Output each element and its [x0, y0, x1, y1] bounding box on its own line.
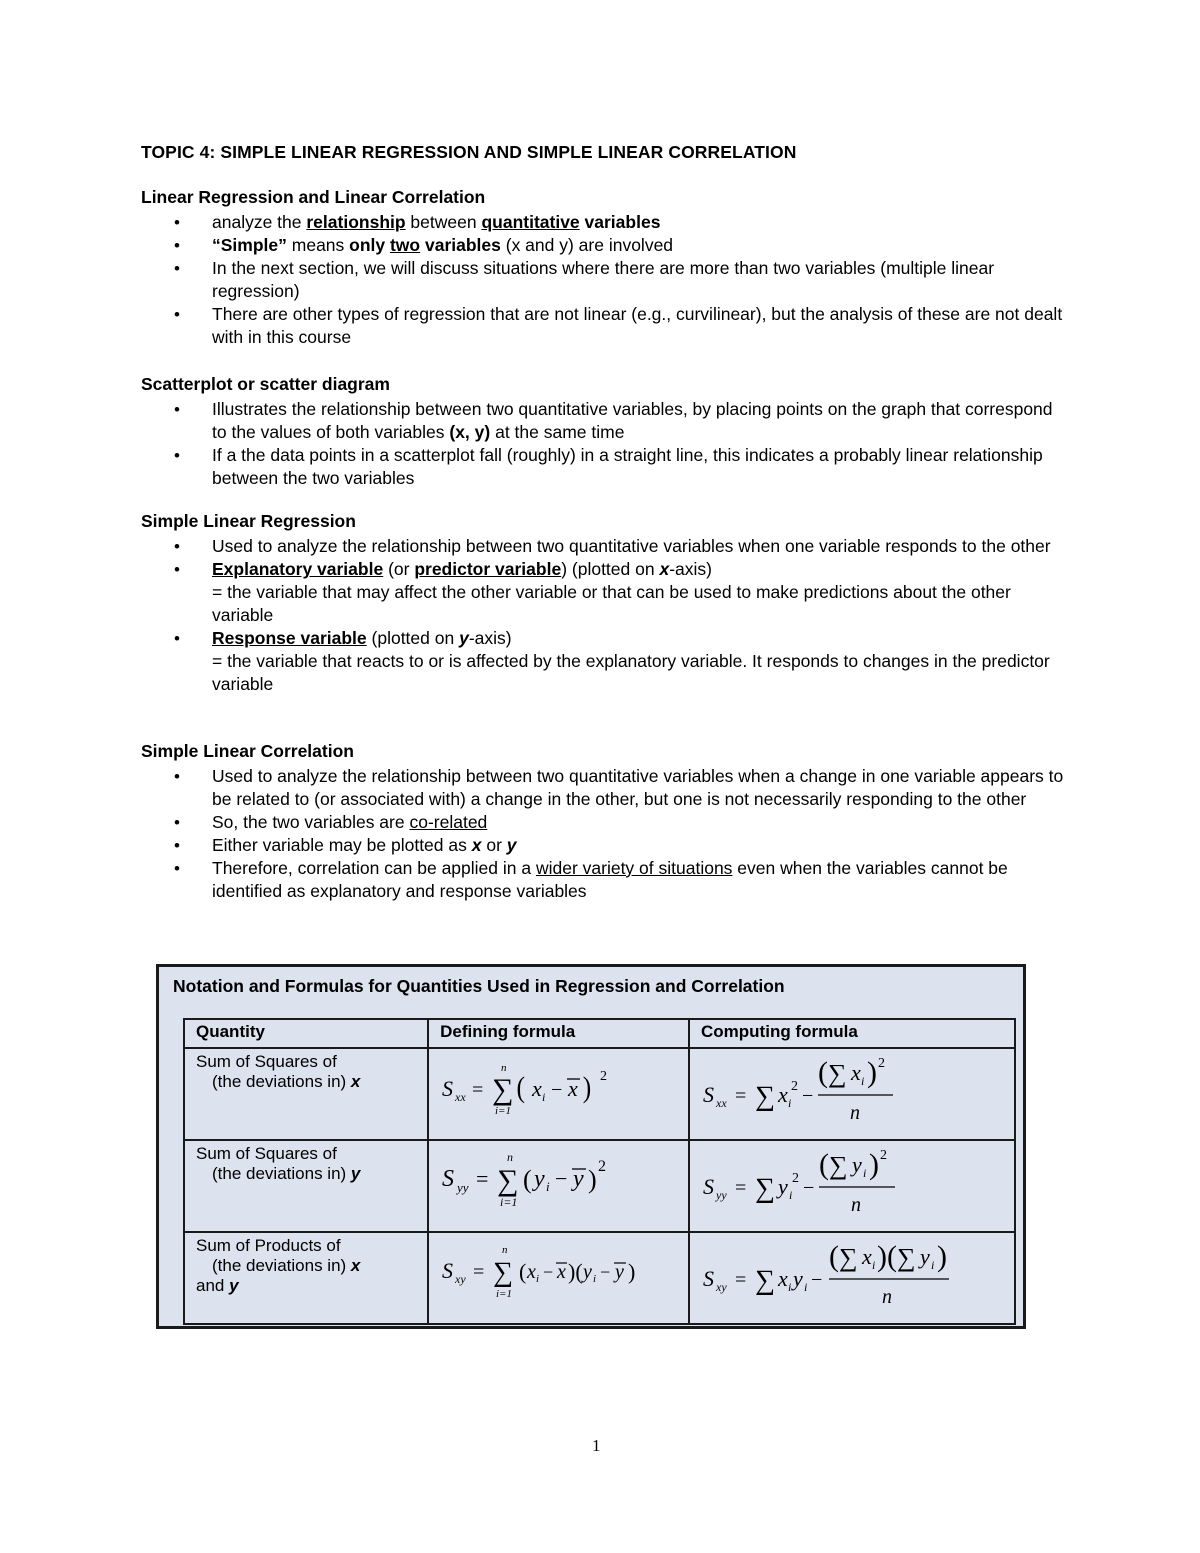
svg-text:)(: )( — [568, 1259, 583, 1284]
list-item: • Either variable may be plotted as x or y — [141, 834, 1071, 857]
svg-text:∑: ∑ — [839, 1243, 858, 1272]
svg-text:y: y — [852, 1152, 862, 1177]
svg-text:=: = — [476, 1166, 489, 1191]
svg-text:i: i — [788, 1096, 792, 1110]
svg-text:x: x — [862, 1244, 872, 1269]
list-item: • In the next section, we will discuss situations where there are more than two variables (multiple linear regression) — [141, 257, 1071, 303]
svg-text:S: S — [703, 1266, 715, 1291]
svg-text:∑: ∑ — [897, 1243, 916, 1272]
svg-text:i=1: i=1 — [500, 1195, 518, 1209]
svg-text:∑: ∑ — [755, 1265, 775, 1296]
svg-text:∑: ∑ — [497, 1164, 519, 1197]
svg-text:): ) — [582, 1071, 592, 1105]
svg-text:S: S — [703, 1082, 715, 1107]
svg-text:i: i — [872, 1258, 876, 1272]
svg-text:x: x — [851, 1060, 861, 1085]
list-item: • “Simple” means only two variables (x and y) are involved — [141, 234, 1071, 257]
svg-text:i: i — [536, 1273, 540, 1285]
svg-text:∑: ∑ — [755, 1081, 775, 1112]
bullet-list — [141, 535, 1071, 696]
syy-computing-formula — [701, 1144, 1003, 1222]
svg-text:(: ( — [516, 1071, 526, 1105]
svg-text:): ) — [628, 1259, 636, 1284]
svg-text:n: n — [850, 1102, 861, 1124]
section-scatterplot — [141, 373, 1071, 490]
list-item: • Therefore, correlation can be applied in a wider variety of situations even when the variables cannot be identified as explanatory and response variables — [141, 857, 1071, 903]
bullet-list — [141, 398, 1071, 490]
svg-text:n: n — [851, 1194, 862, 1216]
svg-text:n: n — [502, 1244, 508, 1256]
table-row — [184, 1140, 1015, 1232]
column-header: Defining formula — [428, 1019, 689, 1048]
list-item: • So, the two variables are co-related — [141, 811, 1071, 834]
svg-text:x: x — [778, 1082, 788, 1107]
computing-formula-cell — [689, 1140, 1015, 1232]
svg-text:∑: ∑ — [829, 1151, 848, 1180]
svg-text:y: y — [778, 1174, 788, 1199]
notation-box — [156, 964, 1026, 1329]
sxx-computing-formula — [701, 1052, 1003, 1130]
svg-text:S: S — [442, 1166, 455, 1192]
section-heading: Simple Linear Regression — [141, 511, 356, 531]
svg-text:i: i — [788, 1280, 792, 1294]
list-item: • Used to analyze the relationship between two quantitative variables when one variable responds to the other — [141, 535, 1071, 558]
section-heading: Scatterplot or scatter diagram — [141, 374, 390, 394]
svg-text:−: − — [543, 1262, 554, 1282]
list-item: • Illustrates the relationship between two quantitative variables, by placing points on the graph that correspond to the values of both variables (x, y) at the same time — [141, 398, 1071, 444]
list-item: • Response variable (plotted on y-axis) = the variable that reacts to or is affected by the explanatory variable. It responds to changes in the predictor variable — [141, 627, 1071, 696]
svg-text:−: − — [802, 1085, 814, 1107]
syy-defining-formula — [440, 1144, 677, 1212]
sxy-defining-formula — [440, 1236, 677, 1304]
column-header: Quantity — [184, 1019, 428, 1048]
svg-text:x: x — [557, 1261, 567, 1283]
quantity-cell: Sum of Squares of (the deviations in) x — [184, 1048, 428, 1140]
section-simple-linear-regression — [141, 510, 1071, 696]
svg-text:−: − — [803, 1177, 815, 1199]
svg-text:yy: yy — [457, 1180, 469, 1195]
table-header-row — [184, 1019, 1015, 1048]
svg-text:yy: yy — [716, 1188, 727, 1202]
svg-text:i: i — [861, 1074, 865, 1088]
table-row — [184, 1232, 1015, 1324]
defining-formula-cell — [428, 1140, 689, 1232]
svg-text:n: n — [501, 1062, 507, 1074]
bullet-list — [141, 211, 1071, 349]
list-item: • If a the data points in a scatterplot fall (roughly) in a straight line, this indicates a probably linear relationship between the two variables — [141, 444, 1071, 490]
section-simple-linear-correlation — [141, 740, 1071, 903]
svg-text:y: y — [534, 1166, 545, 1192]
page-title: TOPIC 4: SIMPLE LINEAR REGRESSION AND SIMPLE LINEAR CORRELATION — [141, 142, 797, 162]
svg-text:): ) — [937, 1240, 948, 1273]
svg-text:(: ( — [829, 1240, 840, 1273]
svg-text:∑: ∑ — [492, 1073, 514, 1106]
column-header: Computing formula — [689, 1019, 1015, 1048]
svg-text:−: − — [600, 1262, 611, 1282]
svg-text:): ) — [867, 1056, 878, 1089]
defining-formula-cell — [428, 1048, 689, 1140]
section-linear-regression-correlation — [141, 186, 1071, 349]
svg-text:S: S — [442, 1258, 454, 1283]
svg-text:(: ( — [818, 1056, 829, 1089]
svg-text:y: y — [583, 1261, 593, 1283]
svg-text:xx: xx — [716, 1096, 727, 1110]
box-title: Notation and Formulas for Quantities Used in Regression and Correlation — [173, 976, 785, 996]
svg-text:i: i — [863, 1166, 867, 1180]
svg-text:(: ( — [523, 1165, 532, 1194]
list-item: • analyze the relationship between quantitative variables — [141, 211, 1071, 234]
svg-text:2: 2 — [792, 1171, 800, 1186]
svg-text:n: n — [507, 1150, 514, 1164]
sxx-defining-formula — [440, 1052, 677, 1120]
computing-formula-cell — [689, 1232, 1015, 1324]
list-item: • Used to analyze the relationship between two quantitative variables when a change in one variable appears to be related to (or associated with) a change in the other, but one is not necessarily responding to the other — [141, 765, 1071, 811]
svg-text:n: n — [882, 1286, 893, 1308]
svg-text:): ) — [869, 1148, 880, 1181]
defining-formula-cell — [428, 1232, 689, 1324]
svg-text:x: x — [568, 1076, 578, 1101]
svg-text:−: − — [551, 1079, 563, 1101]
svg-text:y: y — [793, 1266, 803, 1291]
svg-text:xx: xx — [455, 1090, 466, 1104]
svg-text:∑: ∑ — [828, 1059, 847, 1088]
svg-text:∑: ∑ — [493, 1257, 514, 1288]
svg-text:xy: xy — [455, 1272, 466, 1286]
svg-text:∑: ∑ — [755, 1173, 775, 1204]
svg-text:x: x — [532, 1076, 542, 1101]
svg-text:=: = — [735, 1269, 747, 1291]
quantity-cell: Sum of Squares of (the deviations in) y — [184, 1140, 428, 1232]
svg-text:−: − — [555, 1166, 568, 1191]
svg-text:)(: )( — [877, 1240, 897, 1273]
section-heading: Linear Regression and Linear Correlation — [141, 187, 486, 207]
formula-table — [183, 1018, 1016, 1325]
list-item: • There are other types of regression that are not linear (e.g., curvilinear), but the analysis of these are not dealt with in this course — [141, 303, 1071, 349]
svg-text:=: = — [473, 1261, 485, 1283]
svg-text:x: x — [778, 1266, 788, 1291]
svg-text:2: 2 — [598, 1158, 607, 1175]
svg-text:y: y — [920, 1244, 930, 1269]
svg-text:2: 2 — [880, 1148, 888, 1163]
list-item: • Explanatory variable (or predictor variable) (plotted on x-axis) = the variable that may affect the other variable or that can be used to make predictions about the other variable — [141, 558, 1071, 627]
svg-text:i: i — [593, 1273, 597, 1285]
sxy-computing-formula — [701, 1236, 1003, 1314]
svg-text:xy: xy — [716, 1280, 727, 1294]
svg-text:i: i — [804, 1280, 808, 1294]
svg-text:S: S — [442, 1076, 454, 1101]
svg-text:2: 2 — [791, 1079, 799, 1094]
svg-text:i=1: i=1 — [496, 1288, 513, 1300]
svg-text:y: y — [573, 1166, 584, 1192]
svg-text:S: S — [703, 1174, 715, 1199]
svg-text:(: ( — [519, 1259, 527, 1284]
svg-text:=: = — [735, 1085, 747, 1107]
svg-text:i: i — [931, 1258, 935, 1272]
svg-text:2: 2 — [878, 1056, 886, 1071]
svg-text:i: i — [546, 1179, 550, 1194]
section-heading: Simple Linear Correlation — [141, 741, 354, 761]
svg-text:(: ( — [819, 1148, 830, 1181]
svg-text:=: = — [735, 1177, 747, 1199]
svg-text:i: i — [542, 1090, 546, 1104]
svg-text:y: y — [615, 1261, 625, 1283]
table-row — [184, 1048, 1015, 1140]
svg-text:=: = — [472, 1079, 484, 1101]
svg-text:x: x — [527, 1261, 537, 1283]
page-number: 1 — [592, 1436, 601, 1455]
bullet-list — [141, 765, 1071, 903]
svg-text:2: 2 — [600, 1069, 608, 1084]
svg-text:): ) — [588, 1165, 597, 1194]
svg-text:−: − — [811, 1269, 823, 1291]
quantity-cell: Sum of Products of (the deviations in) x and y — [184, 1232, 428, 1324]
svg-text:i: i — [789, 1188, 793, 1202]
svg-text:i=1: i=1 — [495, 1105, 512, 1117]
computing-formula-cell — [689, 1048, 1015, 1140]
